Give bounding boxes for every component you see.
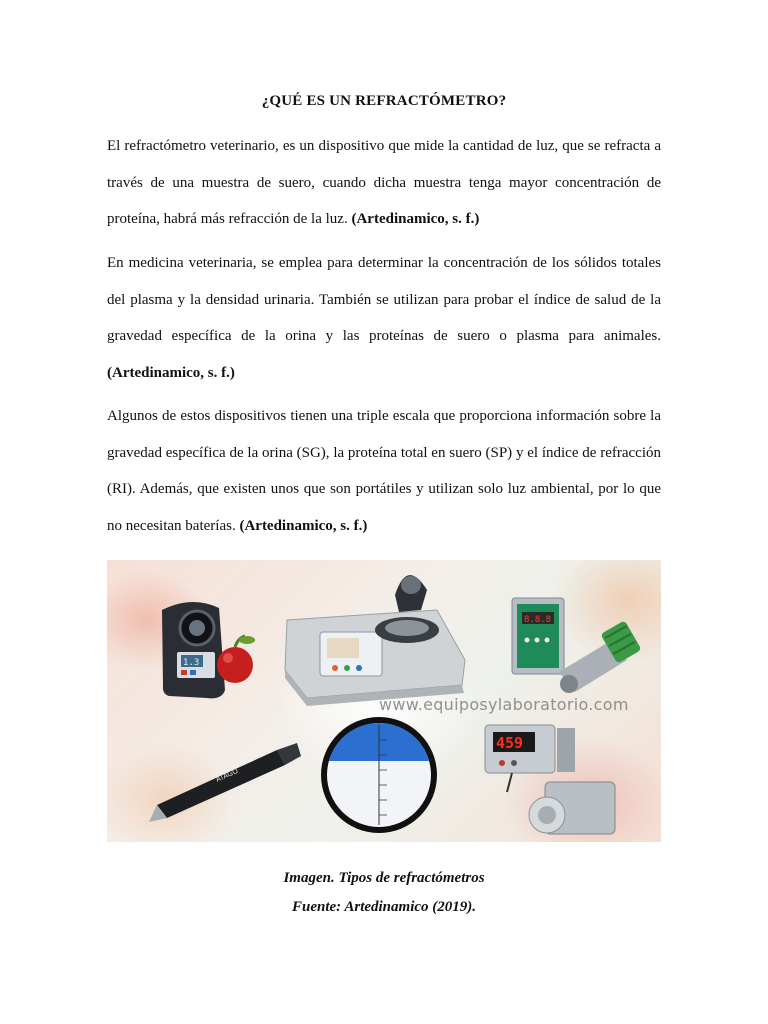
- page-title: ¿QUÉ ES UN REFRACTÓMETRO?: [261, 93, 507, 109]
- benchtop-refractometer: [285, 575, 465, 706]
- handheld-display: 1.3: [183, 658, 200, 668]
- paragraph-2-citation: (Artedinamico, s. f.): [107, 364, 235, 381]
- paragraph-3: [107, 398, 661, 544]
- paragraph-3-citation: (Artedinamico, s. f.): [239, 517, 368, 534]
- process-refractometer-probe: [559, 620, 642, 693]
- handheld-digital-refractometer: [162, 602, 225, 698]
- refractometer-scale-view: [321, 717, 437, 833]
- apple-decoration: [217, 636, 255, 683]
- process-refractometer-panel: [512, 598, 564, 674]
- paragraph-1-citation: (Artedinamico, s. f.): [351, 211, 480, 227]
- paragraph-1: [107, 128, 661, 238]
- inline-sensor-head: [529, 782, 615, 834]
- analog-refractometer: [149, 743, 301, 822]
- refractometer-types-image: [107, 560, 661, 842]
- paragraph-2: [107, 245, 661, 391]
- inline-display: 459: [496, 734, 524, 752]
- image-watermark: www.equiposylaboratorio.com: [379, 695, 629, 714]
- paragraph-3-text: Algunos de estos dispositivos tienen una triple escala que proporciona información sobre la gravedad específica de la orina (SG), la proteína total en suero (SP) y el índice de refracción (RI). Además, que existen unos que son portátiles y utilizan solo luz ambiental, por lo que no necesitan baterías.: [107, 408, 661, 534]
- figure-source: Fuente: Artedinamico (2019).: [291, 899, 477, 915]
- paragraph-1-text: El refractómetro veterinario, es un dispositivo que mide la cantidad de luz, que se refracta a través de una muestra de suero, cuando dicha muestra tenga mayor concentración de proteína, habrá más refracción de la luz.: [107, 138, 661, 227]
- svg-text:ATAGO: ATAGO: [214, 766, 240, 784]
- figure-caption: Imagen. Tipos de refractómetros: [283, 870, 485, 886]
- paragraph-2-text: En medicina veterinaria, se emplea para determinar la concentración de los sólidos totales del plasma y la densidad urinaria. También se utilizan para probar el índice de salud de la gravedad específica de la orina y las proteínas de suero o plasma para animales.: [107, 255, 661, 344]
- svg-text:8.8.8: 8.8.8: [524, 615, 552, 625]
